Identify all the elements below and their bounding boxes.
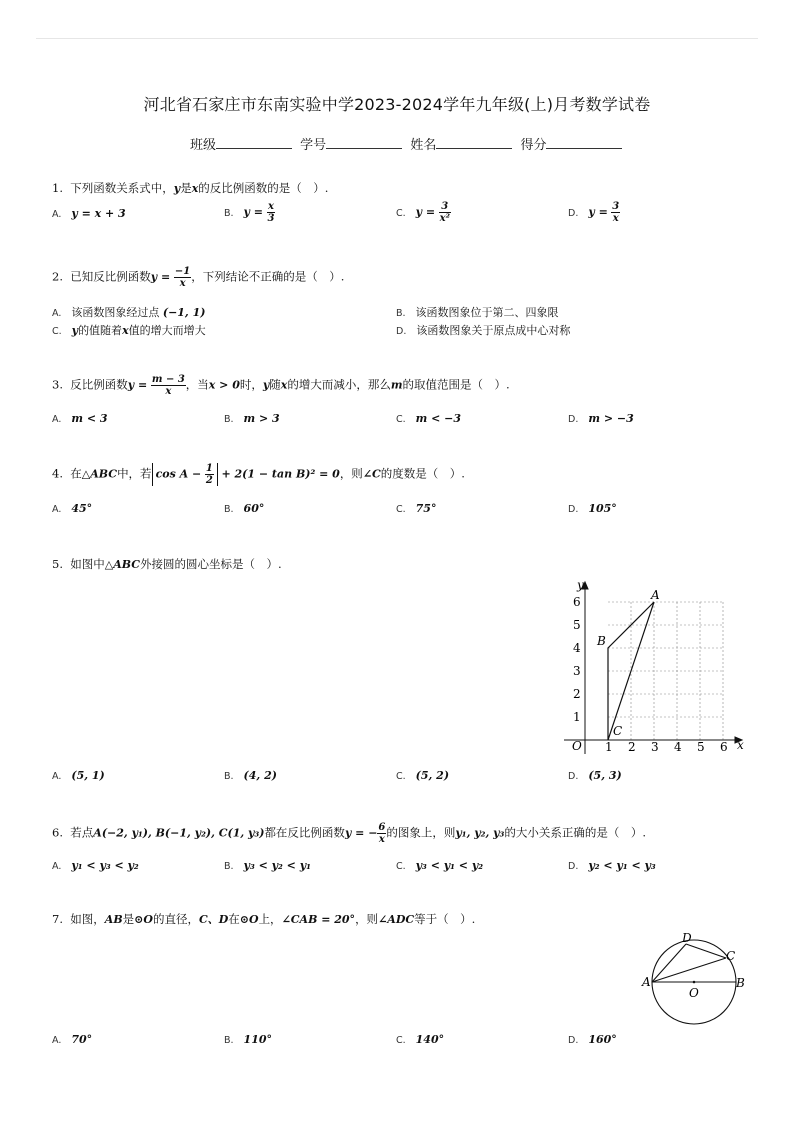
option-expr: y = x + 3 — [71, 207, 126, 220]
x-axis-label: x — [737, 738, 744, 752]
q3-option-a[interactable] — [52, 412, 108, 425]
chord-dc — [686, 944, 726, 958]
q7-cd: C、D — [198, 913, 229, 926]
q1-text: 是 — [180, 181, 192, 195]
numerator: 3 — [439, 201, 451, 213]
score-label: 得分 — [520, 138, 547, 153]
option-expr: 75° — [415, 502, 437, 515]
header-rule — [36, 38, 758, 39]
option-label: A. — [52, 1035, 62, 1046]
q6-option-a[interactable] — [52, 859, 139, 872]
fraction — [611, 201, 620, 224]
q6-vars: y₁, y₂, y₃ — [455, 826, 505, 840]
q4-option-a[interactable] — [52, 502, 92, 515]
option-expr: m > 3 — [243, 412, 280, 425]
x-tick-label: 2 — [628, 740, 636, 754]
name-label: 姓名 — [410, 138, 437, 153]
x-tick-label: 1 — [605, 740, 613, 754]
numerator: 1 — [205, 463, 213, 474]
q3-number: 3. — [52, 377, 63, 392]
option-label: C. — [52, 326, 62, 337]
option-label: B. — [396, 308, 406, 319]
q1-number: 1. — [52, 181, 63, 195]
option-label: C. — [396, 207, 406, 219]
q3-option-c[interactable] — [396, 412, 461, 425]
q4-option-c[interactable] — [396, 502, 436, 515]
q5-option-d[interactable] — [568, 769, 622, 782]
q4-number: 4. — [52, 466, 63, 481]
x-tick-label: 6 — [720, 740, 728, 754]
q7-circle: ⊙O — [239, 913, 259, 926]
option-label: B. — [224, 207, 234, 219]
option-text: 该函数图象位于第二、四象限 — [415, 306, 559, 319]
score-blank[interactable] — [546, 136, 622, 149]
q6-number: 6. — [52, 825, 63, 840]
fraction — [439, 201, 451, 224]
q2-lhs: y = — [150, 270, 171, 284]
q4-angle: ∠C — [362, 467, 381, 481]
option-expr: y = — [243, 205, 263, 219]
option-label: D. — [396, 326, 407, 337]
y-axis-label: y — [577, 578, 584, 592]
q3-text: ，当 — [185, 377, 209, 392]
option-expr: m > −3 — [588, 412, 634, 425]
option-expr: m < 3 — [71, 412, 108, 425]
option-text: 的值随着 — [78, 324, 123, 337]
q4-option-b[interactable] — [224, 502, 264, 515]
point-c-label: C — [726, 949, 736, 963]
q5-option-c[interactable] — [396, 769, 449, 782]
point-o-label: O — [689, 986, 699, 1000]
q6-text: 若点 — [70, 825, 94, 840]
q7-text: 上， — [258, 912, 282, 926]
number-label: 学号 — [300, 138, 327, 153]
q1-var-y: y — [173, 182, 181, 195]
option-label: D. — [568, 861, 579, 872]
option-expr: 70° — [71, 1033, 93, 1046]
q4-expr: + 2(1 − tan B)² = 0 — [221, 467, 340, 481]
q5-coordinate-figure — [560, 578, 750, 758]
abs-expr: cos A − — [155, 467, 202, 481]
option-label: A. — [52, 414, 62, 425]
option-expr: 140° — [415, 1033, 445, 1046]
absolute-value — [152, 463, 218, 486]
q2-option-c[interactable] — [52, 322, 206, 338]
q1-var-x: x — [191, 182, 199, 195]
option-text: 值的增大而增大 — [128, 324, 206, 337]
student-info-line — [190, 134, 626, 153]
q7-text: 如图， — [70, 912, 105, 926]
q7-number: 7. — [52, 912, 63, 926]
option-var: x — [122, 324, 129, 337]
question-1 — [52, 180, 328, 196]
option-var: y — [71, 324, 79, 337]
q6-points: A(−2, y₁), B(−1, y₂), C(1, y₃) — [93, 826, 265, 840]
q6-lhs: y = − — [344, 826, 378, 840]
q3-option-b[interactable] — [224, 412, 280, 425]
q2-option-d[interactable] — [396, 322, 570, 338]
point-d-label: D — [682, 931, 692, 945]
question-4 — [52, 463, 465, 486]
q5-option-a[interactable] — [52, 769, 105, 782]
y-tick-label: 6 — [573, 595, 581, 609]
option-label: D. — [568, 504, 579, 515]
option-label: B. — [224, 1035, 234, 1046]
q7-text: 等于（ ）. — [414, 912, 476, 926]
x-tick-label: 4 — [674, 740, 682, 754]
q7-text: 在 — [228, 912, 240, 926]
q5-text: 如图中 — [70, 557, 105, 571]
point-b-label: B — [597, 634, 606, 648]
q1-option-a[interactable] — [52, 207, 126, 220]
q3-text: 的增大而减小，那么 — [287, 377, 391, 392]
y-tick-label: 3 — [573, 664, 581, 678]
numerator: m − 3 — [151, 374, 185, 385]
class-blank[interactable] — [216, 136, 292, 149]
q7-ab: AB — [104, 913, 123, 926]
q7-given: ∠CAB = 20° — [281, 913, 356, 926]
q7-text: 的直径， — [152, 912, 199, 926]
option-expr: y₃ < y₁ < y₂ — [415, 859, 484, 872]
option-label: D. — [568, 771, 579, 782]
q1-option-c[interactable] — [396, 201, 451, 224]
question-7 — [52, 911, 475, 927]
q6-text: 都在反比例函数 — [264, 825, 345, 840]
q3-var: y — [262, 378, 270, 392]
q2-text: ，下列结论不正确的是（ ）. — [191, 269, 345, 284]
q6-option-d[interactable] — [568, 859, 656, 872]
option-label: D. — [568, 1035, 579, 1046]
option-label: C. — [396, 414, 406, 425]
y-tick-label: 4 — [573, 641, 581, 655]
option-expr: y = — [588, 205, 608, 219]
option-label: B. — [224, 414, 234, 425]
option-label: B. — [224, 861, 234, 872]
option-expr: (5, 3) — [588, 769, 622, 782]
numerator: 3 — [612, 201, 620, 212]
q1-text: 下列函数关系式中， — [70, 181, 174, 195]
q4-text: ，则 — [339, 466, 363, 481]
q4-option-d[interactable] — [568, 502, 617, 515]
option-expr: 105° — [588, 502, 617, 515]
option-text: 该函数图象经过点 — [71, 306, 160, 319]
denominator: 2 — [205, 475, 213, 486]
point-c-label: C — [613, 724, 623, 738]
option-expr: y₂ < y₁ < y₃ — [588, 859, 656, 872]
q7-option-c[interactable] — [396, 1033, 444, 1046]
option-expr: y₃ < y₂ < y₁ — [243, 859, 311, 872]
q3-text: 随 — [269, 377, 281, 392]
option-label: A. — [52, 504, 62, 515]
numerator: x — [268, 201, 274, 212]
q4-text: 的度数是（ ）. — [380, 466, 465, 481]
name-blank[interactable] — [436, 136, 512, 149]
point-a-label: A — [651, 588, 660, 602]
q2-text: 已知反比例函数 — [70, 269, 151, 284]
option-expr: 60° — [243, 502, 265, 515]
q3-var: m — [390, 378, 403, 392]
fraction — [151, 374, 186, 397]
q5-number: 5. — [52, 557, 63, 571]
option-expr: (4, 2) — [243, 769, 277, 782]
question-3 — [52, 374, 510, 397]
y-tick-label: 5 — [573, 618, 581, 632]
question-5 — [52, 556, 282, 572]
class-label: 班级 — [190, 138, 217, 153]
fraction — [174, 266, 191, 289]
option-label: B. — [224, 771, 234, 782]
option-label: A. — [52, 308, 62, 319]
x-tick-label: 3 — [651, 740, 659, 754]
q3-option-d[interactable] — [568, 412, 634, 425]
option-expr: 160° — [588, 1033, 617, 1046]
q6-option-b[interactable] — [224, 859, 311, 872]
option-label: D. — [568, 414, 579, 425]
option-expr: y₁ < y₃ < y₂ — [71, 859, 139, 872]
q7-circle: ⊙O — [134, 913, 153, 926]
option-text: 该函数图象关于原点成中心对称 — [416, 324, 571, 337]
option-expr: (5, 2) — [415, 769, 450, 782]
q7-option-a[interactable] — [52, 1033, 92, 1046]
axes — [564, 582, 742, 754]
option-label: B. — [224, 504, 234, 515]
q5-text: 外接圆的圆心坐标是（ ）. — [140, 557, 282, 571]
option-label: C. — [396, 861, 406, 872]
numerator: −1 — [174, 266, 191, 277]
fraction — [205, 463, 214, 486]
q7-option-b[interactable] — [224, 1033, 272, 1046]
x-tick-label: 5 — [697, 740, 705, 754]
q2-option-a[interactable] — [52, 304, 205, 320]
option-label: A. — [52, 861, 62, 872]
origin-label: O — [572, 739, 582, 753]
option-label: C. — [396, 771, 406, 782]
numerator: 6 — [378, 822, 386, 833]
y-tick-labels — [573, 595, 581, 724]
question-2 — [52, 266, 344, 289]
option-label: A. — [52, 209, 62, 220]
q7-text: 是 — [122, 912, 135, 926]
q3-text: 反比例函数 — [70, 377, 128, 392]
option-expr: 110° — [243, 1033, 273, 1046]
denominator: x — [165, 386, 172, 397]
q3-lhs: y = — [127, 378, 148, 392]
exam-title: 河北省石家庄市东南实验中学2023-2024学年九年级(上)月考数学试卷 — [143, 95, 651, 114]
x-tick-labels — [605, 740, 728, 754]
q7-circle-figure — [640, 930, 750, 1030]
fraction — [267, 201, 276, 224]
q4-text: 中，若 — [117, 466, 152, 481]
q3-text: 的取值范围是（ ）. — [402, 377, 510, 392]
q4-text: 在 — [70, 466, 82, 481]
option-label: D. — [568, 207, 579, 219]
option-expr: (−1, 1) — [162, 306, 206, 319]
option-expr: y = — [415, 205, 436, 219]
q6-option-c[interactable] — [396, 859, 483, 872]
y-tick-label: 1 — [573, 710, 581, 724]
option-expr: m < −3 — [415, 412, 462, 425]
option-label: A. — [52, 771, 62, 782]
grid — [608, 602, 723, 746]
question-6 — [52, 822, 646, 845]
option-expr: 45° — [71, 502, 93, 515]
center-dot — [693, 981, 696, 984]
option-label: C. — [396, 504, 406, 515]
denominator: x² — [439, 213, 450, 224]
denominator: x — [179, 278, 186, 289]
denominator: x — [612, 213, 619, 224]
q7-text: ，则 — [355, 912, 379, 926]
point-a-label: A — [642, 975, 651, 989]
point-b-label: B — [736, 976, 745, 990]
q6-text: 的大小关系正确的是（ ）. — [504, 825, 646, 840]
y-tick-label: 2 — [573, 687, 581, 701]
q1-option-d[interactable] — [568, 201, 620, 224]
q2-option-b[interactable] — [396, 304, 559, 320]
q7-option-d[interactable] — [568, 1033, 617, 1046]
q5-option-b[interactable] — [224, 769, 277, 782]
q1-text: 的反比例函数的是（ ）. — [198, 181, 329, 195]
q5-triangle: △ABC — [104, 558, 141, 571]
option-label: C. — [396, 1035, 406, 1046]
q6-text: 的图象上，则 — [386, 825, 456, 840]
option-expr: (5, 1) — [71, 769, 105, 782]
q3-var: x — [280, 378, 288, 392]
q2-number: 2. — [52, 269, 63, 284]
denominator: x — [378, 834, 385, 845]
q7-ask: ∠ADC — [378, 913, 415, 926]
q4-triangle: △ABC — [81, 467, 118, 481]
denominator: 3 — [267, 213, 275, 224]
q1-option-b[interactable] — [224, 201, 275, 224]
number-blank[interactable] — [326, 136, 402, 149]
q3-cond: x > 0 — [208, 378, 240, 392]
q3-text: 时， — [239, 377, 263, 392]
